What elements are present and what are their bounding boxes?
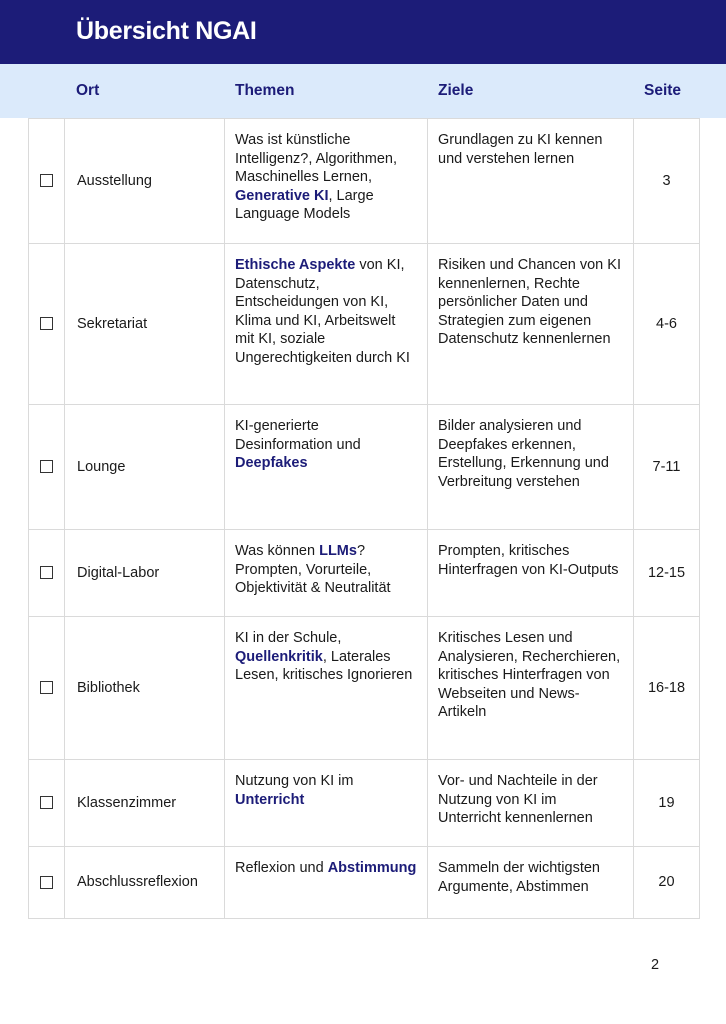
checkbox[interactable] [40,174,53,187]
ort-cell [65,244,225,405]
highlight-term: Deepfakes [235,455,308,472]
highlight-term: Generative KI [235,187,329,204]
page-number: 2 [651,957,660,973]
ziele-cell [428,405,634,530]
themen-cell [225,617,428,760]
ziele-text: Risiken und Chancen von KI kennenlernen, Rechte persönlicher Daten und Strategien zum eigenen Datenschutz kennenlernen [438,257,621,348]
ort-cell [65,760,225,847]
seite-cell [634,760,700,847]
checkbox-cell [29,847,65,919]
checkbox-cell [29,530,65,617]
checkbox[interactable] [40,460,53,473]
highlight-term: Ethische Aspekte [235,257,356,273]
themen-text: Was können [235,543,320,559]
ziele-cell [428,244,634,405]
seite-text: 4-6 [656,315,677,332]
themen-cell [225,244,428,405]
themen-cell [225,847,428,919]
header-themen: Themen [235,82,295,99]
themen-cell [225,405,428,530]
themen-cell [225,119,428,244]
themen-text: Was ist künstliche Intelligenz?, Algorithmen, Maschinelles Lernen, [235,132,398,186]
checkbox[interactable] [40,566,53,579]
ziele-text: Grundlagen zu KI kennen und verstehen lernen [438,132,603,167]
page-title: Übersicht NGAI [76,17,257,45]
checkbox[interactable] [40,796,53,809]
table-row [29,119,700,244]
ziele-cell [428,530,634,617]
ziele-cell [428,847,634,919]
header-ziele: Ziele [438,82,474,99]
ziele-cell [428,760,634,847]
table-row [29,530,700,617]
ziele-cell [428,119,634,244]
themen-text: , Laterales Lesen, kritisches Ignorieren [235,648,413,684]
seite-cell [634,405,700,530]
ort-text: Bibliothek [77,679,140,696]
ziele-text: Sammeln der wichtigsten Argumente, Abstimmen [438,860,600,895]
themen-text: Reflexion und [235,860,328,876]
ort-cell [65,119,225,244]
table-row [29,244,700,405]
themen-cell [225,530,428,617]
ort-text: Klassenzimmer [77,794,177,811]
ziele-text: Kritisches Lesen und Analysieren, Recherchieren, kritisches Hinterfragen von Webseiten und News-Artikeln [438,630,621,721]
highlight-term: Unterricht [235,791,305,808]
ziele-text: Bilder analysieren und Deepfakes erkennen, Erstellung, Erkennung und Verbreitung verstehen [438,418,609,490]
themen-text: , Large Language Models [235,187,374,223]
header-seite: Seite [644,82,682,99]
checkbox[interactable] [40,317,53,330]
highlight-term: Quellenkritik [235,648,323,665]
themen-text: ? Prompten, Vorurteile, Objektivität & Neutralität [235,543,391,597]
seite-text: 20 [658,874,675,891]
themen-text: von KI, Datenschutz, Entscheidungen von KI, Klima und KI, Arbeitswelt mit KI, soziale Ungerechtigkeiten durch KI [235,257,410,366]
seite-text: 16-18 [647,679,686,696]
themen-text: Nutzung von KI im [235,773,354,789]
table-header-band [0,64,726,118]
seite-cell [634,847,700,919]
ziele-text: Prompten, kritisches Hinterfragen von KI-Outputs [438,543,619,578]
ort-cell [65,617,225,760]
header-ort: Ort [76,82,100,99]
themen-cell [225,760,428,847]
seite-text: 7-11 [652,458,681,475]
ort-cell [65,847,225,919]
ort-cell [65,530,225,617]
ort-text: Abschlussreflexion [77,874,198,891]
table-row [29,760,700,847]
checkbox-cell [29,405,65,530]
checkbox-cell [29,119,65,244]
seite-cell [634,119,700,244]
ort-text: Ausstellung [77,172,152,189]
table-row [29,405,700,530]
seite-text: 3 [662,172,671,189]
ziele-text: Vor- und Nachteile in der Nutzung von KI im Unterricht kennenlernen [438,773,598,827]
checkbox-cell [29,760,65,847]
seite-cell [634,530,700,617]
seite-text: 12-15 [647,564,686,581]
table-row [29,847,700,919]
seite-text: 19 [658,794,675,811]
checkbox-cell [29,244,65,405]
checkbox[interactable] [40,876,53,889]
highlight-term: Abstimmung [327,860,417,876]
overview-table [28,118,700,919]
highlight-term: LLMs [319,543,357,559]
table-row [29,617,700,760]
ort-text: Lounge [77,458,126,475]
seite-cell [634,244,700,405]
checkbox-cell [29,617,65,760]
ort-text: Sekretariat [77,315,148,332]
checkbox[interactable] [40,681,53,694]
ort-text: Digital-Labor [77,564,160,581]
ziele-cell [428,617,634,760]
seite-cell [634,617,700,760]
themen-text: KI-generierte Desinformation und [235,418,361,453]
ort-cell [65,405,225,530]
title-bar [0,0,726,64]
themen-text: KI in der Schule, [235,630,342,646]
